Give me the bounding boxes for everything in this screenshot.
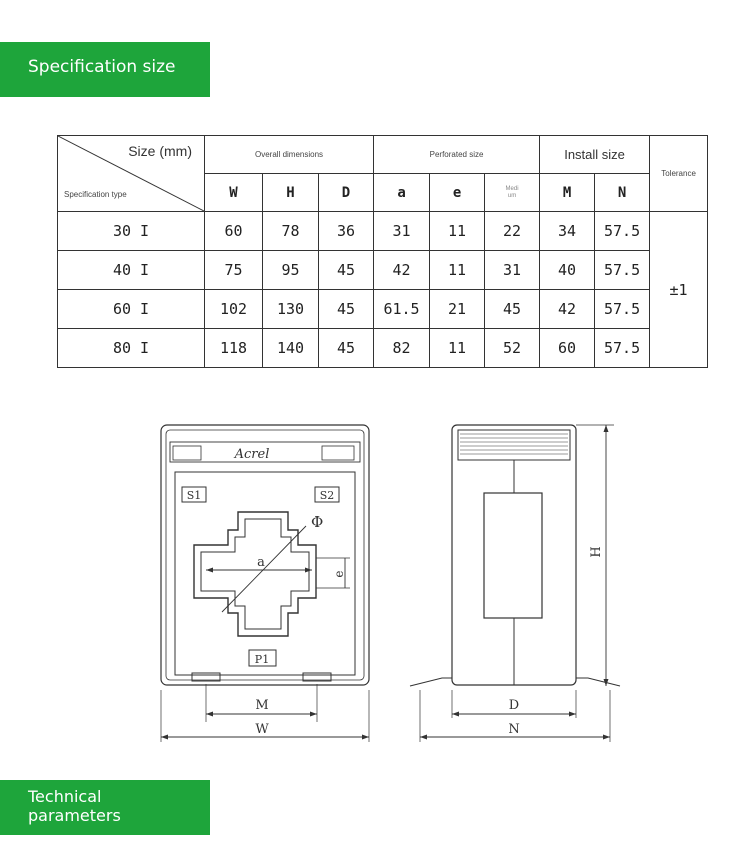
column-header: H	[263, 174, 319, 212]
cell: 57.5	[595, 329, 650, 368]
row-type: 30 I	[58, 212, 205, 251]
cell: 60	[540, 329, 595, 368]
cell: 21	[430, 290, 485, 329]
medium-line-1: Medi	[505, 185, 519, 192]
table-row	[58, 290, 708, 329]
cell: 42	[540, 290, 595, 329]
column-header-medium	[485, 174, 540, 212]
side-view	[410, 425, 620, 742]
front-body-inner	[166, 430, 364, 680]
cell: 22	[485, 212, 540, 251]
window-outer	[194, 512, 316, 636]
cell: 102	[205, 290, 263, 329]
header-perforated-size: Perforated size	[374, 136, 540, 174]
dim-n-label: N	[508, 722, 520, 737]
specification-table	[57, 135, 708, 368]
cell: 95	[263, 251, 319, 290]
dim-phi-label: Φ	[311, 513, 324, 531]
corner-size-label: Size (mm)	[128, 143, 192, 159]
cell: 52	[485, 329, 540, 368]
cell: 45	[319, 290, 374, 329]
s1-label: S1	[186, 489, 202, 502]
dim-d-label: D	[508, 698, 520, 713]
cell: 118	[205, 329, 263, 368]
column-header: D	[319, 174, 374, 212]
cell: 11	[430, 251, 485, 290]
cell: 34	[540, 212, 595, 251]
table-row	[58, 329, 708, 368]
row-type: 40 I	[58, 251, 205, 290]
technical-parameters-banner	[0, 780, 210, 835]
cell: 57.5	[595, 251, 650, 290]
cell: 31	[374, 212, 430, 251]
cell: 40	[540, 251, 595, 290]
cell: 61.5	[374, 290, 430, 329]
cell: 11	[430, 329, 485, 368]
header-overall-dimensions: Overall dimensions	[205, 136, 374, 174]
corner-type-label: Specification type	[64, 190, 127, 199]
table-corner-cell	[58, 136, 205, 212]
column-header: W	[205, 174, 263, 212]
cell: 82	[374, 329, 430, 368]
column-header: M	[540, 174, 595, 212]
header-tolerance: Tolerance	[650, 136, 708, 212]
table-row	[58, 212, 708, 251]
banner-line-2: parameters	[28, 806, 121, 825]
dimension-drawing	[150, 412, 630, 747]
dim-e-label: e	[332, 570, 346, 578]
cell: 57.5	[595, 290, 650, 329]
tolerance-value: ±1	[650, 212, 708, 368]
column-header: N	[595, 174, 650, 212]
column-header: a	[374, 174, 430, 212]
front-view	[161, 425, 369, 742]
header-install-size: Install size	[540, 136, 650, 174]
cell: 130	[263, 290, 319, 329]
side-top-cap	[458, 430, 570, 460]
s2-label: S2	[319, 489, 335, 502]
front-terminal-right	[322, 446, 354, 460]
cell: 57.5	[595, 212, 650, 251]
cell: 11	[430, 212, 485, 251]
brand-label: Acrel	[234, 447, 270, 462]
dim-h-label: H	[589, 546, 604, 558]
cell: 78	[263, 212, 319, 251]
cell: 45	[319, 251, 374, 290]
medium-line-2: um	[507, 192, 517, 199]
column-header: e	[430, 174, 485, 212]
cell: 45	[319, 329, 374, 368]
cell: 36	[319, 212, 374, 251]
front-body-outline	[161, 425, 369, 685]
cell: 45	[485, 290, 540, 329]
cell: 140	[263, 329, 319, 368]
banner-title: Specification size	[28, 57, 176, 77]
row-type: 60 I	[58, 290, 205, 329]
dim-m-label: M	[255, 698, 269, 713]
dim-a-label: a	[257, 555, 265, 570]
cell: 31	[485, 251, 540, 290]
side-window	[484, 493, 542, 618]
specification-size-banner	[0, 42, 210, 97]
p1-label: P1	[254, 653, 270, 666]
cell: 60	[205, 212, 263, 251]
cell: 75	[205, 251, 263, 290]
table-row	[58, 251, 708, 290]
front-terminal-left	[173, 446, 201, 460]
cell: 42	[374, 251, 430, 290]
side-cap-ribs	[460, 434, 568, 454]
row-type: 80 I	[58, 329, 205, 368]
banner-line-1: Technical	[28, 787, 102, 806]
dim-w-label: W	[255, 722, 269, 737]
